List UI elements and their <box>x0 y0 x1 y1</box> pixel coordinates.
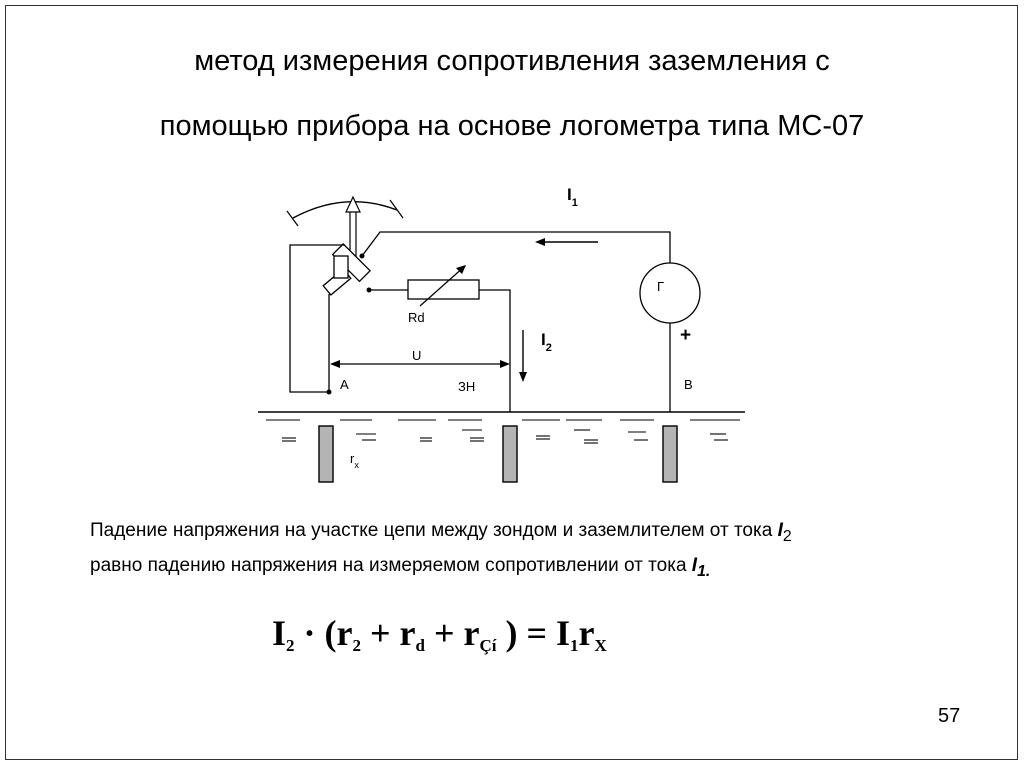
generator-circle <box>640 263 700 323</box>
earth-electrode-rx <box>319 426 333 482</box>
point-A-label: A <box>340 377 349 392</box>
explanation-line-1: Падение напряжения на участке цепи между зондом и заземлителем от тока $I_2$ <box>90 520 792 545</box>
slide-title-line-2: помощью прибора на основе логометра типа МС-07 <box>159 110 865 142</box>
point-B-label: B <box>684 377 693 392</box>
current-I1-var: I <box>691 554 698 576</box>
voltage-U-left-arrowhead <box>330 360 340 368</box>
voltage-U-right-arrowhead <box>500 360 510 368</box>
current-I1-arrowhead <box>535 238 545 246</box>
wire-I1-loop <box>362 232 670 266</box>
current-I1-label: $I_1$ <box>567 185 578 209</box>
page-number: 57 <box>938 705 961 727</box>
generator-label: Г <box>657 279 665 294</box>
resistor-Rd-label: Rd <box>408 310 425 325</box>
slide-title-line-1: метод измерения сопротивления заземления с <box>194 45 830 77</box>
wire-Rd-to-ZN <box>479 290 510 412</box>
balance-formula: $I_2 \cdot (r_2 + r_d + r_{Çí}$ ) = $I_1r_X$ <box>272 613 607 655</box>
meter-scale-arc <box>293 202 397 218</box>
generator-plus-label: + <box>680 325 692 346</box>
junction-A <box>327 390 332 395</box>
current-I2-label: $I_2$ <box>541 330 552 354</box>
voltage-U-label: U <box>412 348 422 363</box>
meter-scale-right-tick <box>390 200 403 218</box>
auxiliary-electrode-B <box>663 426 677 482</box>
explanation-paragraph <box>90 516 1020 586</box>
variable-resistor-Rd <box>408 280 479 299</box>
probe-electrode-ZN <box>503 426 517 482</box>
meter-scale-left-tick <box>287 211 298 226</box>
current-I2-arrowhead <box>519 372 527 382</box>
explanation-line-2: равно падению напряжения на измеряемом сопротивлении от тока $I_{1.}$ <box>90 554 711 580</box>
logometer-crossed-coils <box>323 244 370 295</box>
resistance-rx-label: $r_x$ <box>350 451 359 470</box>
current-I2-var: I <box>777 520 783 541</box>
probe-ZN-label: ЗН <box>458 379 476 394</box>
